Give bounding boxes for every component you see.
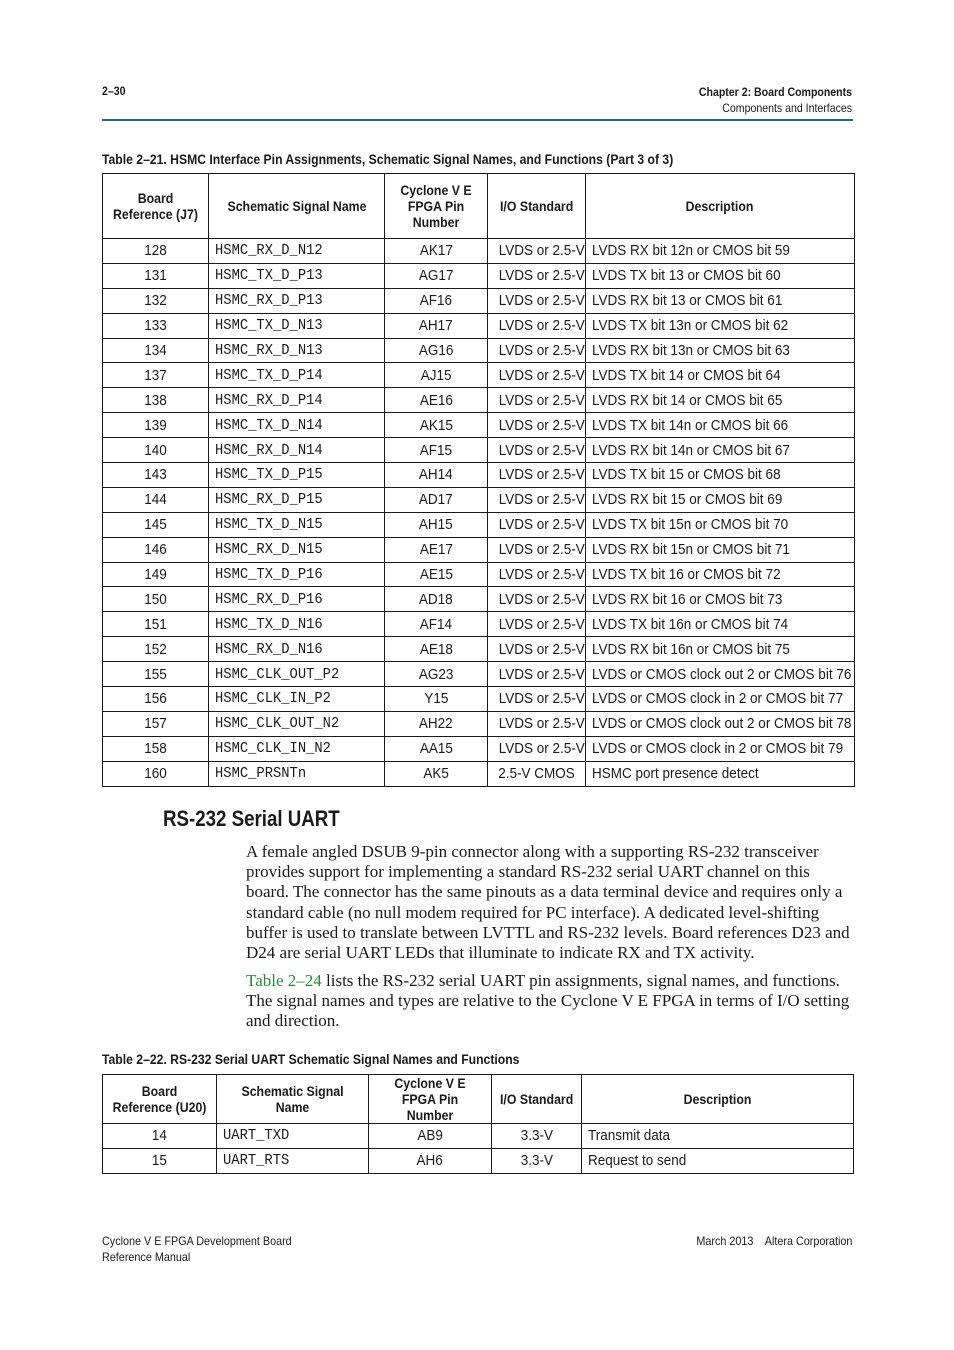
description-cell: LVDS TX bit 15n or CMOS bit 70 — [586, 512, 855, 537]
io-standard-cell: 3.3-V — [492, 1148, 582, 1173]
description-cell: LVDS RX bit 15 or CMOS bit 69 — [586, 487, 855, 512]
col-header: Board Reference (J7) — [103, 174, 209, 239]
board-ref-cell: 14 — [103, 1124, 217, 1149]
description-cell: LVDS TX bit 14 or CMOS bit 64 — [586, 363, 855, 388]
table-row — [103, 1124, 854, 1149]
description-cell: LVDS RX bit 13 or CMOS bit 61 — [586, 288, 855, 313]
pin-number-cell: AF15 — [385, 438, 488, 463]
pin-number-cell: AE17 — [385, 537, 488, 562]
signal-name-cell: HSMC_CLK_IN_N2 — [209, 736, 385, 761]
board-ref-cell: 160 — [103, 761, 209, 786]
chapter-title: Chapter 2: Board Components — [698, 85, 852, 99]
pin-number-cell: AH17 — [385, 313, 488, 338]
pin-number-cell: AK17 — [385, 239, 488, 264]
description-cell: LVDS TX bit 13 or CMOS bit 60 — [586, 263, 855, 288]
table-row — [103, 587, 855, 612]
pin-number-cell: AK15 — [385, 413, 488, 438]
io-standard-cell: LVDS or 2.5-V — [488, 313, 586, 338]
io-standard-cell: 3.3-V — [492, 1124, 582, 1149]
signal-name-cell: HSMC_TX_D_P16 — [209, 562, 385, 587]
signal-name-cell: HSMC_RX_D_N15 — [209, 537, 385, 562]
table-row — [103, 662, 855, 687]
pin-number-cell: AH15 — [385, 512, 488, 537]
pin-number-cell: AD18 — [385, 587, 488, 612]
table-row — [103, 512, 855, 537]
io-standard-cell: LVDS or 2.5-V — [488, 288, 586, 313]
io-standard-cell: LVDS or 2.5-V — [488, 587, 586, 612]
pin-number-cell: AG17 — [385, 263, 488, 288]
paragraph-text: lists the RS-232 serial UART pin assignments, signal names, and functions. The signal names and types are relative to the Cyclone V E FPGA in terms of I/O setting and direction. — [246, 971, 850, 1031]
signal-name-cell: HSMC_CLK_OUT_N2 — [209, 711, 385, 736]
io-standard-cell: LVDS or 2.5-V — [488, 463, 586, 488]
io-standard-cell: LVDS or 2.5-V — [488, 612, 586, 637]
board-ref-cell: 131 — [103, 263, 209, 288]
signal-name-cell: UART_TXD — [217, 1124, 369, 1149]
pin-number-cell: AJ15 — [385, 363, 488, 388]
page-number: 2–30 — [102, 84, 126, 98]
table-header-row — [103, 1075, 854, 1124]
footer-doc-title — [102, 1233, 313, 1265]
description-cell: LVDS RX bit 16n or CMOS bit 75 — [586, 637, 855, 662]
io-standard-cell: LVDS or 2.5-V — [488, 711, 586, 736]
signal-name-cell: HSMC_RX_D_N16 — [209, 637, 385, 662]
signal-name-cell: HSMC_TX_D_P14 — [209, 363, 385, 388]
table-header-row — [103, 174, 855, 239]
description-cell: LVDS RX bit 14 or CMOS bit 65 — [586, 388, 855, 413]
board-ref-cell: 140 — [103, 438, 209, 463]
description-cell: LVDS TX bit 16n or CMOS bit 74 — [586, 612, 855, 637]
table-row — [103, 288, 855, 313]
table-row — [103, 239, 855, 264]
header-rule — [102, 119, 853, 121]
board-ref-cell: 15 — [103, 1148, 217, 1173]
footer-line: Reference Manual — [102, 1250, 191, 1264]
table-row — [103, 338, 855, 363]
description-cell: LVDS RX bit 13n or CMOS bit 63 — [586, 338, 855, 363]
io-standard-cell: LVDS or 2.5-V — [488, 263, 586, 288]
body-paragraph: A female angled DSUB 9-pin connector along with a supporting RS-232 transceiver provides support for implementing a standard RS-232 serial UART channel on this board. The connector has the same pinouts as a data terminal device and requires only a standard cable (no null modem required for PC interface). A dedicated level-shifting buffer is used to translate between LVTTL and RS-232 levels. Board references D23 and D24 are serial UART LEDs that illuminate to indicate RX and TX activity. — [246, 842, 850, 963]
table-row — [103, 537, 855, 562]
io-standard-cell: LVDS or 2.5-V — [488, 537, 586, 562]
board-ref-cell: 132 — [103, 288, 209, 313]
hsmc-pin-table — [102, 173, 855, 787]
col-header: Cyclone V E FPGA Pin Number — [385, 174, 488, 239]
signal-name-cell: HSMC_RX_D_N14 — [209, 438, 385, 463]
board-ref-cell: 158 — [103, 736, 209, 761]
signal-name-cell: HSMC_TX_D_N13 — [209, 313, 385, 338]
signal-name-cell: HSMC_CLK_IN_P2 — [209, 687, 385, 712]
pin-number-cell: AK5 — [385, 761, 488, 786]
signal-name-cell: UART_RTS — [217, 1148, 369, 1173]
io-standard-cell: LVDS or 2.5-V — [488, 736, 586, 761]
uart-pin-table — [102, 1074, 854, 1174]
board-ref-cell: 145 — [103, 512, 209, 537]
col-header: Schematic Signal Name — [209, 174, 385, 239]
table-row — [103, 1148, 854, 1173]
description-cell: LVDS RX bit 14n or CMOS bit 67 — [586, 438, 855, 463]
io-standard-cell: LVDS or 2.5-V — [488, 239, 586, 264]
table2-caption: Table 2–22. RS-232 Serial UART Schematic Signal Names and Functions — [102, 1051, 520, 1067]
table-xref-link[interactable]: Table 2–24 — [246, 971, 322, 990]
table-row — [103, 487, 855, 512]
io-standard-cell: LVDS or 2.5-V — [488, 363, 586, 388]
table-row — [103, 562, 855, 587]
board-ref-cell: 152 — [103, 637, 209, 662]
signal-name-cell: HSMC_RX_D_N13 — [209, 338, 385, 363]
col-header: Description — [582, 1075, 854, 1124]
board-ref-cell: 137 — [103, 363, 209, 388]
signal-name-cell: HSMC_RX_D_P16 — [209, 587, 385, 612]
signal-name-cell: HSMC_RX_D_N12 — [209, 239, 385, 264]
description-cell: LVDS TX bit 13n or CMOS bit 62 — [586, 313, 855, 338]
io-standard-cell: LVDS or 2.5-V — [488, 687, 586, 712]
description-cell: LVDS RX bit 16 or CMOS bit 73 — [586, 587, 855, 612]
table-row — [103, 736, 855, 761]
pin-number-cell: AA15 — [385, 736, 488, 761]
pin-number-cell: AH14 — [385, 463, 488, 488]
board-ref-cell: 150 — [103, 587, 209, 612]
description-cell: HSMC port presence detect — [586, 761, 855, 786]
pin-number-cell: AE18 — [385, 637, 488, 662]
pin-number-cell: AB9 — [369, 1124, 492, 1149]
board-ref-cell: 144 — [103, 487, 209, 512]
pin-number-cell: AE16 — [385, 388, 488, 413]
table-row — [103, 263, 855, 288]
pin-number-cell: AE15 — [385, 562, 488, 587]
board-ref-cell: 139 — [103, 413, 209, 438]
table-row — [103, 711, 855, 736]
signal-name-cell: HSMC_RX_D_P13 — [209, 288, 385, 313]
table-row — [103, 363, 855, 388]
table-row — [103, 413, 855, 438]
io-standard-cell: LVDS or 2.5-V — [488, 388, 586, 413]
signal-name-cell: HSMC_TX_D_N14 — [209, 413, 385, 438]
signal-name-cell: HSMC_RX_D_P14 — [209, 388, 385, 413]
signal-name-cell: HSMC_PRSNTn — [209, 761, 385, 786]
pin-number-cell: AH22 — [385, 711, 488, 736]
description-cell: Transmit data — [582, 1124, 854, 1149]
col-header: Board Reference (U20) — [103, 1075, 217, 1124]
io-standard-cell: LVDS or 2.5-V — [488, 637, 586, 662]
io-standard-cell: LVDS or 2.5-V — [488, 662, 586, 687]
table-row — [103, 761, 855, 786]
section-heading: RS-232 Serial UART — [163, 806, 340, 831]
col-header: I/O Standard — [492, 1075, 582, 1124]
running-header — [678, 84, 852, 116]
signal-name-cell: HSMC_TX_D_N15 — [209, 512, 385, 537]
description-cell: Request to send — [582, 1148, 854, 1173]
description-cell: LVDS RX bit 15n or CMOS bit 71 — [586, 537, 855, 562]
body-paragraph — [246, 971, 853, 1032]
signal-name-cell: HSMC_TX_D_P15 — [209, 463, 385, 488]
table-row — [103, 687, 855, 712]
signal-name-cell: HSMC_TX_D_P13 — [209, 263, 385, 288]
io-standard-cell: LVDS or 2.5-V — [488, 487, 586, 512]
pin-number-cell: AD17 — [385, 487, 488, 512]
table-row — [103, 313, 855, 338]
pin-number-cell: Y15 — [385, 687, 488, 712]
description-cell: LVDS or CMOS clock in 2 or CMOS bit 79 — [586, 736, 855, 761]
table-row — [103, 388, 855, 413]
board-ref-cell: 128 — [103, 239, 209, 264]
board-ref-cell: 143 — [103, 463, 209, 488]
footer-date-company — [679, 1233, 852, 1249]
signal-name-cell: HSMC_CLK_OUT_P2 — [209, 662, 385, 687]
pin-number-cell: AG16 — [385, 338, 488, 363]
board-ref-cell: 133 — [103, 313, 209, 338]
io-standard-cell: LVDS or 2.5-V — [488, 562, 586, 587]
section-subtitle: Components and Interfaces — [722, 101, 852, 115]
io-standard-cell: LVDS or 2.5-V — [488, 438, 586, 463]
pin-number-cell: AG23 — [385, 662, 488, 687]
table-row — [103, 612, 855, 637]
col-header: I/O Standard — [488, 174, 586, 239]
description-cell: LVDS or CMOS clock in 2 or CMOS bit 77 — [586, 687, 855, 712]
table-row — [103, 637, 855, 662]
table-row — [103, 438, 855, 463]
board-ref-cell: 146 — [103, 537, 209, 562]
footer-line: Cyclone V E FPGA Development Board — [102, 1234, 292, 1248]
pin-number-cell: AH6 — [369, 1148, 492, 1173]
description-cell: LVDS or CMOS clock out 2 or CMOS bit 78 — [586, 711, 855, 736]
io-standard-cell: 2.5-V CMOS — [488, 761, 586, 786]
board-ref-cell: 134 — [103, 338, 209, 363]
pin-number-cell: AF16 — [385, 288, 488, 313]
board-ref-cell: 156 — [103, 687, 209, 712]
description-cell: LVDS TX bit 15 or CMOS bit 68 — [586, 463, 855, 488]
col-header: Schematic Signal Name — [217, 1075, 369, 1124]
board-ref-cell: 149 — [103, 562, 209, 587]
io-standard-cell: LVDS or 2.5-V — [488, 512, 586, 537]
table1-caption: Table 2–21. HSMC Interface Pin Assignments, Schematic Signal Names, and Functions (Part 3 of 3) — [102, 151, 674, 167]
board-ref-cell: 151 — [103, 612, 209, 637]
signal-name-cell: HSMC_TX_D_N16 — [209, 612, 385, 637]
description-cell: LVDS TX bit 14n or CMOS bit 66 — [586, 413, 855, 438]
description-cell: LVDS RX bit 12n or CMOS bit 59 — [586, 239, 855, 264]
description-cell: LVDS or CMOS clock out 2 or CMOS bit 76 — [586, 662, 855, 687]
io-standard-cell: LVDS or 2.5-V — [488, 338, 586, 363]
signal-name-cell: HSMC_RX_D_P15 — [209, 487, 385, 512]
board-ref-cell: 157 — [103, 711, 209, 736]
col-header: Cyclone V E FPGA Pin Number — [369, 1075, 492, 1124]
description-cell: LVDS TX bit 16 or CMOS bit 72 — [586, 562, 855, 587]
board-ref-cell: 155 — [103, 662, 209, 687]
table-row — [103, 463, 855, 488]
col-header: Description — [586, 174, 855, 239]
pin-number-cell: AF14 — [385, 612, 488, 637]
board-ref-cell: 138 — [103, 388, 209, 413]
io-standard-cell: LVDS or 2.5-V — [488, 413, 586, 438]
footer-line: March 2013 Altera Corporation — [695, 1234, 852, 1248]
